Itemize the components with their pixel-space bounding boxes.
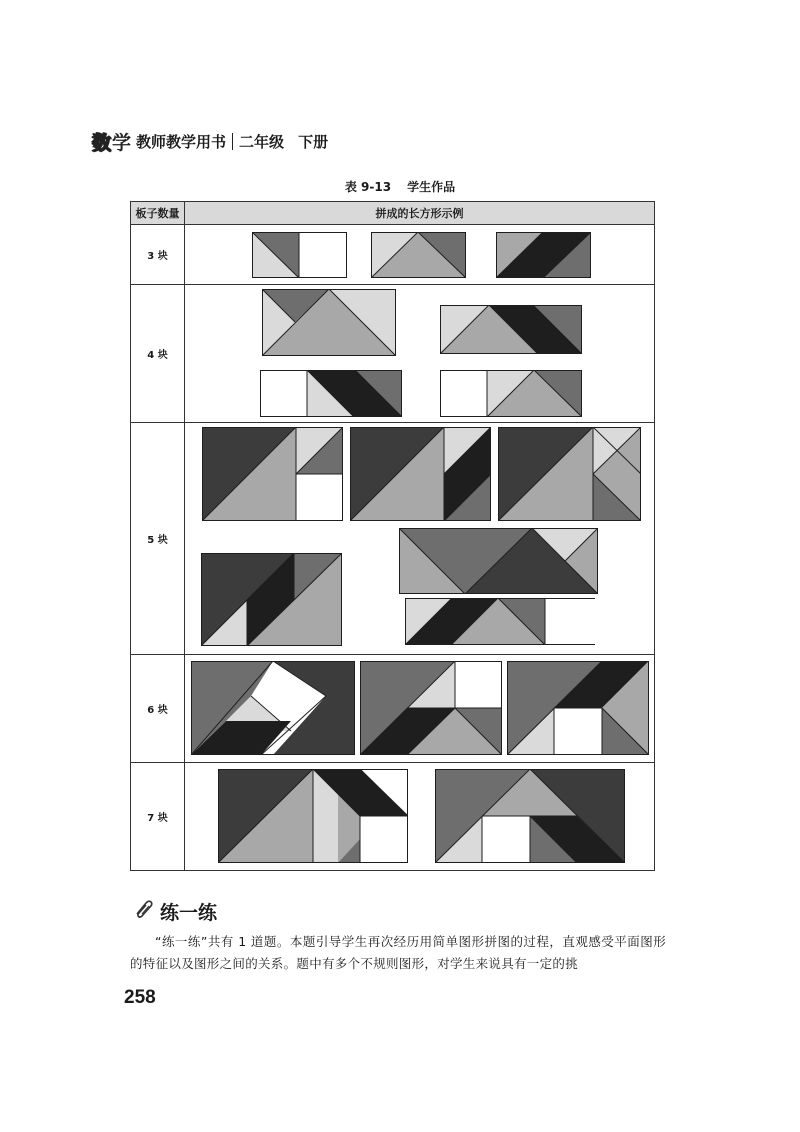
tangram-rectangle bbox=[360, 661, 502, 755]
piece-count-label: 4 块 bbox=[131, 285, 185, 423]
tangram-rectangle bbox=[201, 553, 342, 646]
tangram-rectangle bbox=[435, 769, 625, 863]
practice-title-text: 练一练 bbox=[160, 901, 218, 924]
tangram-rectangle bbox=[191, 661, 355, 755]
tangram-rectangle bbox=[252, 232, 347, 278]
table-row-5-pieces bbox=[131, 423, 655, 655]
tangram-rectangle bbox=[496, 232, 591, 278]
math-logo bbox=[92, 128, 132, 155]
header-divider bbox=[232, 133, 233, 150]
tangram-rectangle bbox=[405, 598, 595, 645]
tangram-rectangle bbox=[440, 305, 582, 354]
table-row-7-pieces bbox=[131, 763, 655, 871]
tangram-rectangle bbox=[218, 769, 408, 863]
logo-char-1: 数 bbox=[92, 131, 112, 154]
piece-count-label: 6 块 bbox=[131, 655, 185, 763]
tangram-rectangle bbox=[350, 427, 491, 521]
tangram-rectangle bbox=[440, 370, 582, 417]
page-number: 258 bbox=[124, 987, 156, 1008]
table-header-row bbox=[131, 202, 655, 225]
tangram-rectangle bbox=[399, 528, 598, 594]
table-row-4-pieces bbox=[131, 285, 655, 423]
running-header bbox=[92, 128, 328, 154]
table-row-6-pieces bbox=[131, 655, 655, 763]
example-cell bbox=[185, 423, 655, 655]
tangram-rectangle bbox=[202, 427, 343, 521]
tangram-rectangle bbox=[507, 661, 649, 755]
student-works-table bbox=[130, 201, 655, 871]
tangram-rectangle bbox=[262, 289, 396, 356]
example-cell bbox=[185, 225, 655, 285]
table-row-3-pieces bbox=[131, 225, 655, 285]
tangram-rectangle bbox=[371, 232, 466, 278]
column-header-count: 板子数量 bbox=[131, 202, 185, 225]
example-cell bbox=[185, 763, 655, 871]
tangram-rectangle bbox=[498, 427, 641, 521]
logo-char-2: 学 bbox=[112, 131, 132, 154]
volume-label: 下册 bbox=[298, 132, 329, 151]
example-cell bbox=[185, 285, 655, 423]
book-title: 教师教学用书 bbox=[136, 132, 227, 151]
paperclip-icon bbox=[133, 899, 155, 924]
practice-paragraph: “练一练”共有 1 道题。本题引导学生再次经历用简单图形拼图的过程，直观感受平面图形的特征以及图形之间的关系。题中有多个不规则图形，对学生来说具有一定的挑 bbox=[130, 934, 666, 971]
example-cell bbox=[185, 655, 655, 763]
column-header-examples: 拼成的长方形示例 bbox=[185, 202, 655, 225]
table-caption bbox=[0, 178, 800, 195]
caption-title: 学生作品 bbox=[407, 180, 456, 194]
piece-count-label: 7 块 bbox=[131, 763, 185, 871]
tangram-rectangle bbox=[260, 370, 402, 417]
grade-label: 二年级 bbox=[239, 132, 285, 151]
caption-number: 表 9-13 bbox=[344, 180, 392, 194]
practice-section-title bbox=[133, 897, 217, 925]
piece-count-label: 3 块 bbox=[131, 225, 185, 285]
piece-count-label: 5 块 bbox=[131, 423, 185, 655]
